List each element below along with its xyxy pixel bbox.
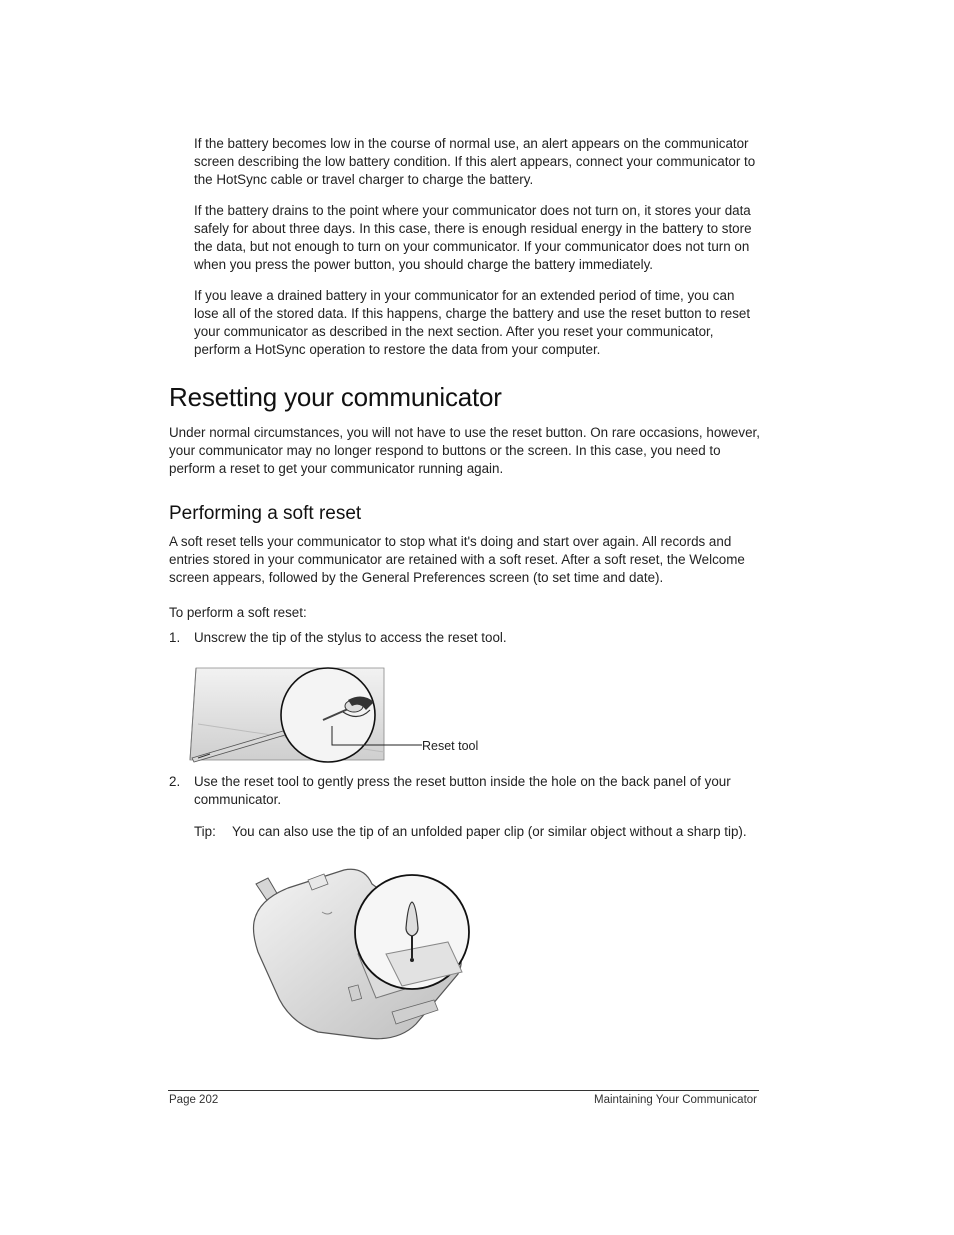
paragraph-battery-drain: If the battery drains to the point where your communicator does not turn on, it stores your data safely for about three days. In this case, there is enough residual energy in the battery to store the data, but not enough to turn on your communicator. If your communicator does not turn on when you press the power button, you should charge the battery immediately. bbox=[194, 203, 752, 272]
procedure-title: To perform a soft reset: bbox=[169, 605, 307, 620]
step-number: 1. bbox=[169, 630, 181, 645]
section-intro: Under normal circumstances, you will not have to use the reset button. On rare occasions, however, your communicator may no longer respond to buttons or the screen. In this case, you need to perform a reset to get your communicator running again. bbox=[169, 425, 760, 476]
reset-tool-label: Reset tool bbox=[422, 739, 479, 753]
paragraph-low-battery-alert: If the battery becomes low in the course of normal use, an alert appears on the communicator screen describing the low battery condition. If this alert appears, connect your communicator to the HotSync cable or travel charger to charge the battery. bbox=[194, 136, 756, 187]
section-heading: Resetting your communicator bbox=[169, 382, 502, 412]
tip-label: Tip: bbox=[194, 824, 216, 839]
step-number: 2. bbox=[169, 774, 181, 789]
subsection-heading: Performing a soft reset bbox=[169, 503, 362, 524]
footer-page-number: Page 202 bbox=[169, 1094, 219, 1106]
subsection-body: A soft reset tells your communicator to stop what it's doing and start over again. All records and entries stored in your communicator are retained with a soft reset. After a soft reset, the Welcome screen appears, followed by the General Preferences screen (to set time and date). bbox=[169, 534, 745, 585]
footer-rule bbox=[168, 1090, 759, 1091]
step-text: Unscrew the tip of the stylus to access the reset tool. bbox=[194, 630, 507, 645]
tip-text: You can also use the tip of an unfolded paper clip (or similar object without a sharp tip). bbox=[232, 824, 747, 839]
step-text: Use the reset tool to gently press the reset button inside the hole on the back panel of your communicator. bbox=[194, 774, 731, 807]
paragraph-drained-battery: If you leave a drained battery in your communicator for an extended period of time, you can lose all of the stored data. If this happens, charge the battery and use the reset button to reset your communicator as described in the next section. After you reset your communicator, perform a HotSync operation to restore the data from your computer. bbox=[194, 288, 751, 357]
footer-chapter-title: Maintaining Your Communicator bbox=[593, 1094, 757, 1106]
communicator-back-panel-illustration bbox=[248, 862, 478, 1044]
stylus-reset-tool-illustration bbox=[188, 664, 488, 764]
